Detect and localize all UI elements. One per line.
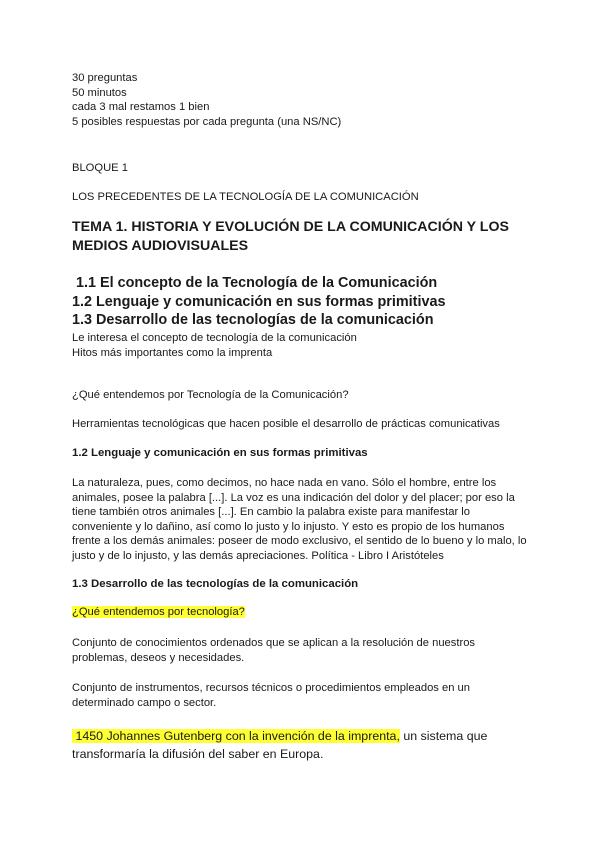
- quote-line: conveniente y lo dañino, así como lo justo y lo injusto. Y esto es propio de los humanos: [72, 520, 505, 533]
- definition-line: determinado campo o sector.: [72, 696, 217, 709]
- quote-line: justo y de lo injusto, y las demás apreciaciones. Política - Libro I Aristóteles: [72, 549, 444, 562]
- quote-line: tiene también otros animales [...]. En cambio la palabra existe para manifestar lo: [72, 506, 470, 519]
- quote-line: frente a los demás animales: poseer de modo exclusivo, el sentido de lo bueno y lo malo, lo: [72, 535, 527, 548]
- definition-1: [72, 636, 532, 665]
- exam-info-line: 50 minutos: [72, 86, 127, 99]
- tema-title: [72, 218, 542, 255]
- heading-1-2: 1.2 Lenguaje y comunicación en sus formas primitivas: [72, 447, 368, 459]
- section-item: 1.2 Lenguaje y comunicación en sus formas primitivas: [72, 293, 446, 310]
- exam-info: [72, 71, 532, 129]
- definition-line: Conjunto de instrumentos, recursos técnicos o procedimientos empleados en un: [72, 682, 470, 694]
- question-tc: ¿Qué entendemos por Tecnología de la Comunicación?: [72, 389, 349, 401]
- aristotle-quote: [72, 476, 542, 564]
- section-item: 1.3 Desarrollo de las tecnologías de la comunicación: [72, 312, 434, 329]
- gutenberg-line-2: transformaría la difusión del saber en Europa.: [72, 747, 324, 761]
- interest-notes: [72, 331, 532, 360]
- quote-line: animales, posee la palabra [...]. La voz es una indicación del dolor y del placer; por eso la: [72, 491, 515, 504]
- question-tech-wrap: [72, 605, 532, 620]
- gutenberg-highlight: 1450 Johannes Gutenberg con la invención de la imprenta,: [72, 729, 400, 743]
- interest-note: Hitos más importantes como la imprenta: [72, 346, 273, 359]
- bloque-title: LOS PRECEDENTES DE LA TECNOLOGÍA DE LA COMUNICACIÓN: [72, 191, 419, 203]
- heading-1-3: 1.3 Desarrollo de las tecnologías de la comunicación: [72, 578, 359, 590]
- tema-title-line: MEDIOS AUDIOVISUALES: [72, 237, 249, 254]
- exam-info-line: cada 3 mal restamos 1 bien: [72, 101, 210, 114]
- exam-info-line: 5 posibles respuestas por cada pregunta (una NS/NC): [72, 115, 342, 128]
- definition-line: Conjunto de conocimientos ordenados que se aplican a la resolución de nuestros: [72, 637, 476, 649]
- definition-line: problemas, deseos y necesidades.: [72, 651, 245, 664]
- gutenberg-rest: un sistema que: [399, 729, 488, 743]
- quote-line: La naturaleza, pues, como decimos, no hace nada en vano. Sólo el hombre, entre los: [72, 477, 497, 489]
- question-tech: ¿Qué entendemos por tecnología?: [72, 606, 245, 618]
- gutenberg-line: [72, 727, 542, 745]
- exam-info-line: 30 preguntas: [72, 72, 138, 84]
- definition-2: [72, 681, 532, 710]
- answer-tc: Herramientas tecnológicas que hacen posible el desarrollo de prácticas comunicativas: [72, 418, 500, 430]
- interest-note: Le interesa el concepto de tecnología de la comunicación: [72, 332, 357, 344]
- tema-title-line: TEMA 1. HISTORIA Y EVOLUCIÓN DE LA COMUNICACIÓN Y LOS: [72, 219, 509, 235]
- bloque-label: BLOQUE 1: [72, 162, 128, 174]
- section-list: [72, 274, 542, 330]
- gutenberg-note: [72, 727, 542, 763]
- section-item: 1.1 El concepto de la Tecnología de la Comunicación: [72, 275, 438, 291]
